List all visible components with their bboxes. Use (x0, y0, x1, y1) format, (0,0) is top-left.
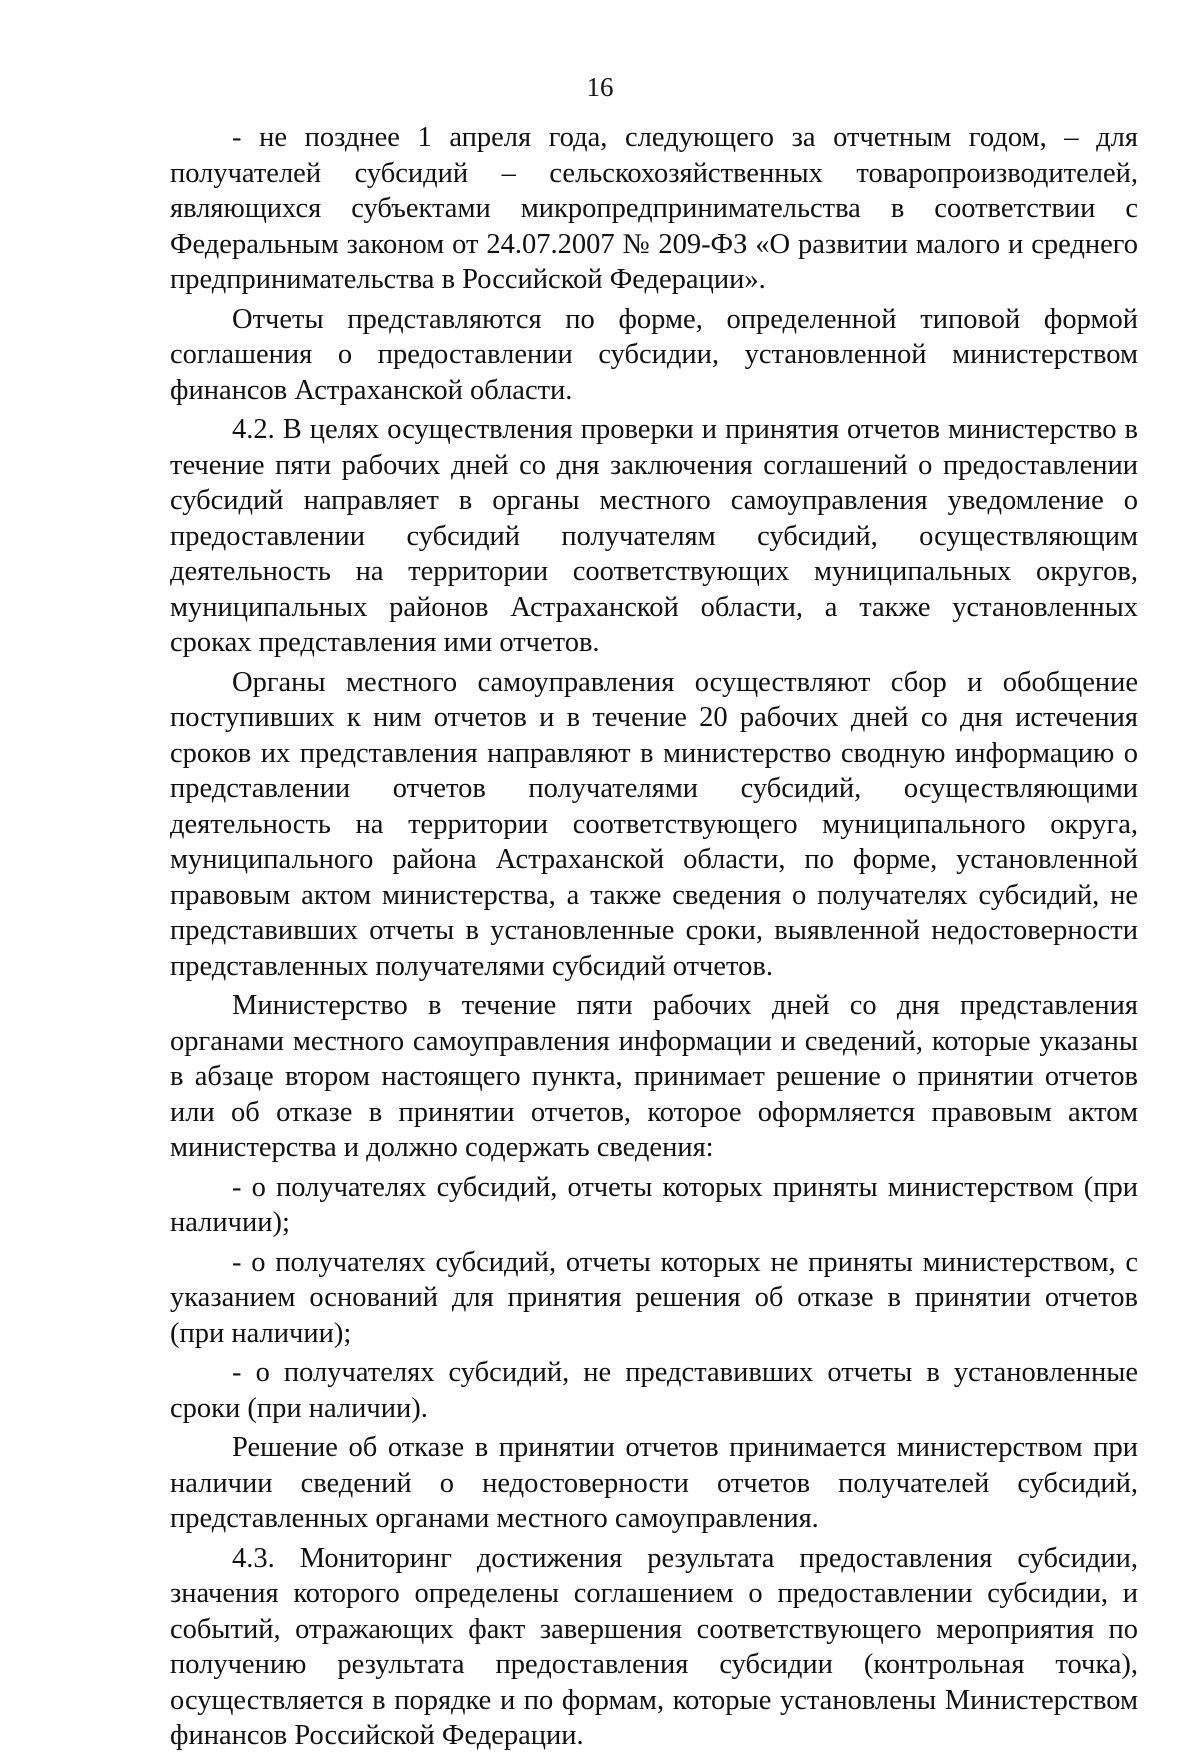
paragraph-refusal-decision: Решение об отказе в принятии отчетов принимается министерством при наличии сведений о недостоверности отчетов получателей субсидий, представленных органами местного самоуправления. (170, 1432, 1138, 1534)
paragraph-deadline-micro: - не позднее 1 апреля года, следующего за отчетным годом, – для получателей субсидий – сельскохозяйственных товаропроизводителей, являющихся субъектами микропредпринимательства в соответствии с Федеральным законом от 24.07.2007 № 209-ФЗ «О развитии малого и среднего предпринимательства в Российской Федерации». (170, 122, 1138, 295)
paragraph-4-3: 4.3. Мониторинг достижения результата предоставления субсидии, значения которого определены соглашением о предоставлении субсидии, и событий, отражающих факт завершения соответствующего мероприятия по получению результата предоставления субсидии (контрольная точка), осуществляется в порядке и по формам, которые установлены Министерством финансов Российской Федерации. (170, 1542, 1138, 1751)
list-item-not-submitted: - о получателях субсидий, не представивших отчеты в установленные сроки (при наличии). (170, 1357, 1138, 1424)
page-number: 16 (586, 72, 614, 102)
paragraph-ministry-decision: Министерство в течение пяти рабочих дней со дня представления органами местного самоуправления информации и сведений, которые указаны в абзаце втором настоящего пункта, принимает решение о принятии отчетов или об отказе в принятии отчетов, которое оформляется правовым актом министерства и должно содержать сведения: (170, 990, 1138, 1163)
paragraph-report-form: Отчеты представляются по форме, определенной типовой формой соглашения о предоставлении субсидии, установленной министерством финансов Астраханской области. (170, 303, 1138, 406)
list-item-rejected: - о получателях субсидий, отчеты которых не приняты министерством, с указанием оснований для принятия решения об отказе в принятии отчетов (при наличии); (170, 1246, 1138, 1349)
document-body (170, 120, 1138, 1758)
paragraph-local-authorities: Органы местного самоуправления осуществляют сбор и обобщение поступивших к ним отчетов и в течение 20 рабочих дней со дня истечения сроков их представления направляют в министерство сводную информацию о представлении отчетов получателями субсидий, осуществляющими деятельность на территории соответствующего муниципального округа, муниципального района Астраханской области, по форме, установленной правовым актом министерства, а также сведения о получателях субсидий, не представивших отчеты в установленные сроки, выявленной недостоверности представленных получателями субсидий отчетов. (170, 666, 1138, 982)
list-item-accepted: - о получателях субсидий, отчеты которых приняты министерством (при наличии); (170, 1171, 1138, 1238)
paragraph-4-2: 4.2. В целях осуществления проверки и принятия отчетов министерство в течение пяти рабочих дней со дня заключения соглашений о предоставлении субсидий направляет в органы местного самоуправления уведомление о предоставлении субсидий получателям субсидий, осуществляющим деятельность на территории соответствующих муниципальных округов, муниципальных районов Астраханской области, а также установленных сроках представления ими отчетов. (170, 414, 1138, 658)
